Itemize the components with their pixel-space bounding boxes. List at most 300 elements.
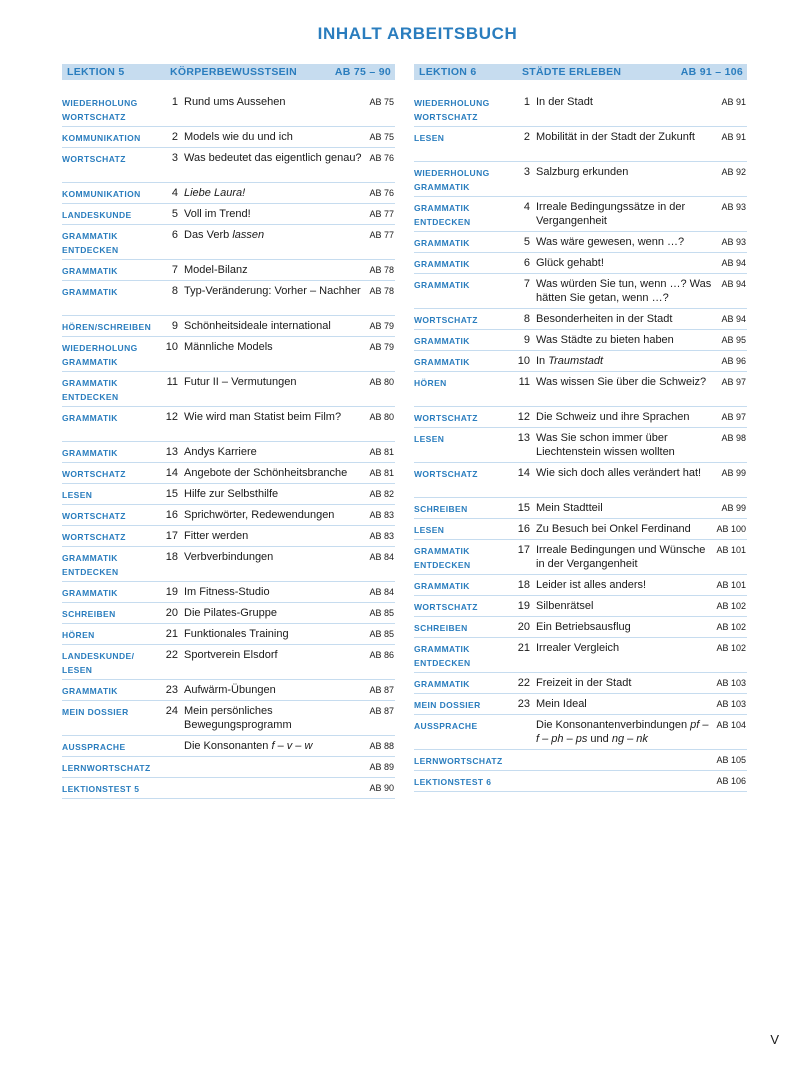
category-line: WORTSCHATZ [414, 602, 478, 612]
page-reference: AB 94 [721, 258, 746, 268]
exercise-title [184, 130, 369, 144]
exercise-number: 3 [523, 166, 530, 178]
category-label [414, 235, 510, 251]
category-line: WIEDERHOLUNG [62, 98, 138, 108]
category-label [414, 599, 510, 615]
exercise-number: 5 [171, 208, 178, 220]
exercise-number: 20 [165, 607, 178, 619]
category-line: ENTDECKEN [414, 559, 471, 570]
exercise-title [536, 466, 721, 480]
category-line: ENTDECKEN [62, 391, 119, 402]
category-line: AUSSPRACHE [414, 721, 478, 731]
toc-row[interactable] [414, 309, 747, 330]
exercise-title [536, 235, 721, 249]
exercise-number: 19 [165, 586, 178, 598]
lektion-label: LEKTION 6 [419, 66, 477, 78]
page-reference: AB 80 [369, 412, 394, 422]
exercise-title [536, 501, 721, 515]
page-reference: AB 86 [369, 650, 394, 660]
title-text: Mobilität in der Stadt der Zukunft [536, 131, 695, 143]
exercise-title [536, 718, 716, 746]
exercise-title [184, 627, 369, 641]
title-text: Im Fitness-Studio [184, 586, 270, 598]
title-text: In [536, 355, 549, 367]
toc-row[interactable] [414, 253, 747, 274]
category-label [62, 410, 158, 426]
category-label [414, 431, 510, 447]
toc-row[interactable] [62, 778, 395, 799]
lektion-header [62, 64, 395, 80]
toc-row[interactable] [62, 442, 395, 463]
exercise-title [184, 228, 369, 242]
exercise-title [536, 431, 721, 459]
page-reference: AB 102 [716, 601, 746, 611]
category-line: GRAMMATIK [414, 203, 470, 213]
exercise-number: 22 [517, 677, 530, 689]
title-text: Was bedeutet das eigentlich genau? [184, 152, 362, 164]
page-reference: AB 85 [369, 629, 394, 639]
title-text: Das Verb [184, 229, 233, 241]
category-line: GRAMMATIK [62, 231, 118, 241]
toc-row[interactable] [62, 645, 395, 680]
page-reference: AB 84 [369, 587, 394, 597]
exercise-title [184, 151, 369, 165]
category-label [414, 501, 510, 517]
category-label [62, 585, 158, 601]
title-text: Was würden Sie tun, wenn …? Was hätten Sie getan, wenn …? [536, 278, 712, 304]
page-reference: AB 89 [369, 762, 394, 772]
page-reference: AB 85 [369, 608, 394, 618]
exercise-number: 3 [171, 152, 178, 164]
page-reference: AB 79 [369, 321, 394, 331]
exercise-title [184, 95, 369, 109]
title-text: Was Sie schon immer über Liechtenstein wissen wollten [536, 432, 675, 458]
page-reference: AB 78 [369, 265, 394, 275]
category-line: LERNWORTSCHATZ [414, 756, 503, 766]
exercise-title [184, 739, 369, 753]
exercise-title [536, 641, 716, 655]
category-line: LESEN [414, 525, 445, 535]
exercise-title [184, 340, 369, 354]
toc-row[interactable] [414, 127, 747, 162]
title-text: Model-Bilanz [184, 264, 248, 276]
toc-rows [414, 92, 747, 792]
category-label [62, 466, 158, 482]
exercise-number: 10 [165, 341, 178, 353]
category-label [414, 753, 510, 769]
page-reference: AB 76 [369, 188, 394, 198]
exercise-number: 14 [517, 467, 530, 479]
toc-row[interactable] [62, 127, 395, 148]
category-label [414, 641, 510, 670]
category-label [62, 319, 158, 335]
page-reference: AB 95 [721, 335, 746, 345]
category-label [414, 333, 510, 349]
toc-row[interactable] [414, 428, 747, 463]
page-title: INHALT ARBEITSBUCH [317, 24, 518, 43]
exercise-title [184, 606, 369, 620]
category-line: WORTSCHATZ [414, 469, 478, 479]
exercise-title [184, 648, 369, 662]
toc-row[interactable] [414, 540, 747, 575]
exercise-title [184, 487, 369, 501]
toc-row[interactable] [414, 498, 747, 519]
toc-row[interactable] [414, 330, 747, 351]
toc-row[interactable] [414, 715, 747, 750]
toc-row[interactable] [414, 162, 747, 197]
page-reference: AB 76 [369, 153, 394, 163]
exercise-number: 18 [165, 551, 178, 563]
category-line: GRAMMATIK [414, 336, 470, 346]
title-text: Fitter werden [184, 530, 249, 542]
toc-row[interactable] [62, 484, 395, 505]
exercise-title [536, 578, 716, 592]
title-text: Irreale Bedingungen und Wünsche in der Vergangenheit [536, 544, 706, 570]
title-text: Die Konsonanten [184, 740, 272, 752]
page-reference: AB 81 [369, 447, 394, 457]
exercise-title [184, 529, 369, 543]
category-line: GRAMMATIK [414, 259, 470, 269]
category-line: WORTSCHATZ [62, 511, 126, 521]
category-line: HÖREN [414, 378, 447, 388]
toc-row[interactable] [414, 596, 747, 617]
toc-row[interactable] [414, 694, 747, 715]
page-reference: AB 83 [369, 510, 394, 520]
category-line: ENTDECKEN [414, 657, 471, 668]
exercise-title [184, 410, 369, 424]
category-label [414, 676, 510, 692]
category-line: WIEDERHOLUNG [414, 168, 490, 178]
page-reference: AB 102 [716, 643, 746, 653]
toc-row[interactable] [414, 92, 747, 127]
exercise-number: 21 [517, 642, 530, 654]
category-line: GRAMMATIK [62, 266, 118, 276]
toc-row[interactable] [62, 757, 395, 778]
category-line: HÖREN [62, 630, 95, 640]
category-label [414, 165, 510, 194]
title-text: Typ-Veränderung: Vorher – Nachher [184, 285, 361, 297]
category-line: GRAMMATIK [62, 356, 118, 367]
toc-row[interactable] [62, 526, 395, 547]
category-line: MEIN DOSSIER [62, 707, 129, 717]
category-line: KOMMUNIKATION [62, 189, 141, 199]
page-reference: AB 82 [369, 489, 394, 499]
title-italic-text: lassen [232, 229, 265, 241]
exercise-title [536, 256, 721, 270]
category-line: ENTDECKEN [62, 244, 119, 255]
toc-row[interactable] [62, 260, 395, 281]
toc-row[interactable] [62, 225, 395, 260]
toc-row[interactable] [62, 204, 395, 225]
toc-row[interactable] [62, 603, 395, 624]
lektion-page-range: AB 75 – 90 [334, 66, 391, 78]
exercise-number: 11 [518, 376, 530, 388]
exercise-number: 7 [523, 278, 530, 290]
exercise-number: 2 [171, 131, 178, 143]
lektion-theme: KÖRPERBEWUSSTSEIN [170, 66, 298, 78]
exercise-title [184, 186, 369, 200]
exercise-number: 1 [171, 96, 178, 108]
exercise-title [184, 704, 369, 732]
title-text: Mein persönliches Bewegungsprogramm [184, 705, 292, 731]
category-line: GRAMMATIK [414, 679, 470, 689]
category-line: WORTSCHATZ [62, 111, 126, 122]
title-text: Glück gehabt! [536, 257, 604, 269]
page-reference: AB 75 [369, 132, 394, 142]
toc-row[interactable] [62, 183, 395, 204]
page-reference: AB 92 [721, 167, 746, 177]
exercise-title [536, 522, 716, 536]
page-reference: AB 91 [721, 132, 746, 142]
page-reference: AB 105 [716, 755, 746, 765]
category-line: WORTSCHATZ [414, 315, 478, 325]
lektion-label: LEKTION 5 [67, 66, 125, 78]
toc-row[interactable] [62, 463, 395, 484]
title-text: Männliche Models [184, 341, 273, 353]
category-line: WORTSCHATZ [414, 111, 478, 122]
category-label [414, 95, 510, 124]
category-line: GRAMMATIK [414, 581, 470, 591]
category-label [62, 760, 158, 776]
title-text-after: und [587, 733, 612, 745]
toc-row[interactable] [414, 638, 747, 673]
page-reference: AB 87 [369, 706, 394, 716]
title-text: Wie wird man Statist beim Film? [184, 411, 342, 423]
category-label [414, 697, 510, 713]
page-reference: AB 75 [369, 97, 394, 107]
category-line: GRAMMATIK [414, 644, 470, 654]
category-label [62, 606, 158, 622]
category-label [62, 228, 158, 257]
toc-row[interactable] [62, 148, 395, 183]
toc-row[interactable] [414, 274, 747, 309]
title-text: Freizeit in der Stadt [536, 677, 632, 689]
page-reference: AB 97 [721, 412, 746, 422]
title-text: Sportverein Elsdorf [184, 649, 278, 661]
category-label [414, 256, 510, 272]
toc-row[interactable] [414, 372, 747, 407]
toc-row[interactable] [62, 372, 395, 407]
exercise-number: 8 [523, 313, 530, 325]
toc-row[interactable] [414, 673, 747, 694]
category-line: GRAMMATIK [62, 378, 118, 388]
category-line: HÖREN/SCHREIBEN [62, 322, 152, 332]
toc-row[interactable] [62, 582, 395, 603]
category-label [414, 354, 510, 370]
category-line: SCHREIBEN [414, 504, 468, 514]
title-text: Aufwärm-Übungen [184, 684, 276, 696]
category-line: LERNWORTSCHATZ [62, 763, 151, 773]
toc-row[interactable] [414, 351, 747, 372]
exercise-number: 16 [517, 523, 530, 535]
toc-row[interactable] [62, 701, 395, 736]
toc-column-lektion-6 [414, 64, 747, 792]
toc-row[interactable] [62, 505, 395, 526]
exercise-number: 14 [165, 467, 178, 479]
exercise-title [536, 375, 721, 389]
category-line: GRAMMATIK [414, 546, 470, 556]
title-text: Irreale Bedingungssätze in der Vergangenheit [536, 201, 686, 227]
exercise-number: 7 [171, 264, 178, 276]
toc-row[interactable] [62, 680, 395, 701]
exercise-number: 15 [165, 488, 178, 500]
lektion-theme: STÄDTE ERLEBEN [522, 66, 622, 78]
page-reference: AB 100 [716, 524, 746, 534]
category-label [62, 683, 158, 699]
page-reference: AB 101 [716, 545, 746, 555]
title-text: Was wissen Sie über die Schweiz? [536, 376, 707, 388]
category-label [62, 445, 158, 461]
category-label [62, 739, 158, 755]
category-line: GRAMMATIK [414, 238, 470, 248]
toc-row[interactable] [414, 463, 747, 498]
category-line: LESEN [414, 434, 445, 444]
exercise-number: 6 [523, 257, 530, 269]
exercise-title [536, 165, 721, 179]
page-reference: AB 81 [369, 468, 394, 478]
exercise-number: 17 [517, 544, 530, 556]
toc-row[interactable] [414, 197, 747, 232]
toc-row[interactable] [62, 92, 395, 127]
exercise-number: 12 [165, 411, 178, 423]
category-label [62, 340, 158, 369]
toc-row[interactable] [62, 736, 395, 757]
page-reference: AB 87 [369, 685, 394, 695]
toc-row[interactable] [414, 617, 747, 638]
category-label [414, 543, 510, 572]
exercise-number: 18 [517, 579, 530, 591]
exercise-title [536, 543, 716, 571]
category-label [414, 410, 510, 426]
exercise-title [184, 585, 369, 599]
exercise-number: 20 [517, 621, 530, 633]
category-line: GRAMMATIK [62, 588, 118, 598]
toc-row[interactable] [414, 575, 747, 596]
exercise-title [184, 466, 369, 480]
page-reference: AB 77 [369, 230, 394, 240]
title-text: Ein Betriebsausflug [536, 621, 631, 633]
category-label [414, 718, 510, 734]
title-text: Besonderheiten in der Stadt [536, 313, 673, 325]
page-reference: AB 91 [721, 97, 746, 107]
title-text: Irrealer Vergleich [536, 642, 620, 654]
category-line: WORTSCHATZ [62, 154, 126, 164]
page-reference: AB 101 [716, 580, 746, 590]
page-reference: AB 79 [369, 342, 394, 352]
toc-row[interactable] [62, 337, 395, 372]
category-line: GRAMMATIK [414, 181, 470, 192]
category-label [414, 466, 510, 482]
toc-row[interactable] [62, 624, 395, 645]
title-text: Rund ums Aussehen [184, 96, 286, 108]
toc-rows [62, 92, 395, 799]
toc-row[interactable] [414, 407, 747, 428]
page-reference: AB 103 [716, 678, 746, 688]
toc-column-lektion-5 [62, 64, 395, 799]
exercise-title [536, 200, 721, 228]
category-label [414, 375, 510, 391]
category-line: LESEN [62, 490, 93, 500]
title-text: Futur II – Vermutungen [184, 376, 297, 388]
toc-row[interactable] [414, 519, 747, 540]
category-line: WORTSCHATZ [414, 413, 478, 423]
exercise-number: 4 [171, 187, 178, 199]
category-line: MEIN DOSSIER [414, 700, 481, 710]
category-label [414, 522, 510, 538]
category-line: WORTSCHATZ [62, 469, 126, 479]
toc-row[interactable] [414, 750, 747, 771]
exercise-title [184, 683, 369, 697]
page-reference: AB 99 [721, 503, 746, 513]
exercise-title [184, 207, 369, 221]
exercise-title [536, 312, 721, 326]
title-text: Die Konsonantenverbindungen [536, 719, 691, 731]
exercise-title [536, 95, 721, 109]
toc-row[interactable] [62, 316, 395, 337]
title-text: Mein Stadtteil [536, 502, 603, 514]
exercise-title [536, 410, 721, 424]
toc-row[interactable] [62, 547, 395, 582]
title-text: Voll im Trend! [184, 208, 251, 220]
exercise-number: 5 [523, 236, 530, 248]
category-line: GRAMMATIK [62, 413, 118, 423]
page-reference: AB 83 [369, 531, 394, 541]
exercise-number: 17 [165, 530, 178, 542]
page-reference: AB 94 [721, 314, 746, 324]
page-reference: AB 88 [369, 741, 394, 751]
exercise-number: 9 [171, 320, 178, 332]
exercise-title [184, 375, 369, 389]
category-label [62, 704, 158, 720]
title-text: Die Schweiz und ihre Sprachen [536, 411, 690, 423]
category-line: GRAMMATIK [62, 553, 118, 563]
exercise-title [184, 263, 369, 277]
exercise-number: 19 [517, 600, 530, 612]
category-label [62, 284, 158, 300]
exercise-number: 11 [166, 376, 178, 388]
category-label [62, 487, 158, 503]
page-reference: AB 93 [721, 237, 746, 247]
category-line: ENTDECKEN [62, 566, 119, 577]
title-italic-text: ng – nk [611, 733, 648, 745]
exercise-number: 16 [165, 509, 178, 521]
toc-row[interactable] [62, 281, 395, 316]
title-text: Die Pilates-Gruppe [184, 607, 277, 619]
category-label [62, 375, 158, 404]
exercise-number: 10 [517, 355, 530, 367]
exercise-title [536, 130, 721, 144]
page-reference: AB 84 [369, 552, 394, 562]
page-reference: AB 90 [369, 783, 394, 793]
page-reference: AB 106 [716, 776, 746, 786]
toc-row[interactable] [414, 771, 747, 792]
title-text: Wie sich doch alles verändert hat! [536, 467, 702, 479]
category-label [62, 263, 158, 279]
toc-row[interactable] [414, 232, 747, 253]
category-line: KOMMUNIKATION [62, 133, 141, 143]
title-text: Andys Karriere [184, 446, 257, 458]
category-label [62, 648, 158, 677]
category-label [62, 627, 158, 643]
category-label [414, 774, 510, 790]
toc-row[interactable] [62, 407, 395, 442]
exercise-number: 4 [523, 201, 530, 213]
title-text: Funktionales Training [184, 628, 289, 640]
page-reference: AB 97 [721, 377, 746, 387]
exercise-title [536, 354, 721, 368]
title-text: Angebote der Schönheitsbranche [184, 467, 348, 479]
category-label [62, 186, 158, 202]
